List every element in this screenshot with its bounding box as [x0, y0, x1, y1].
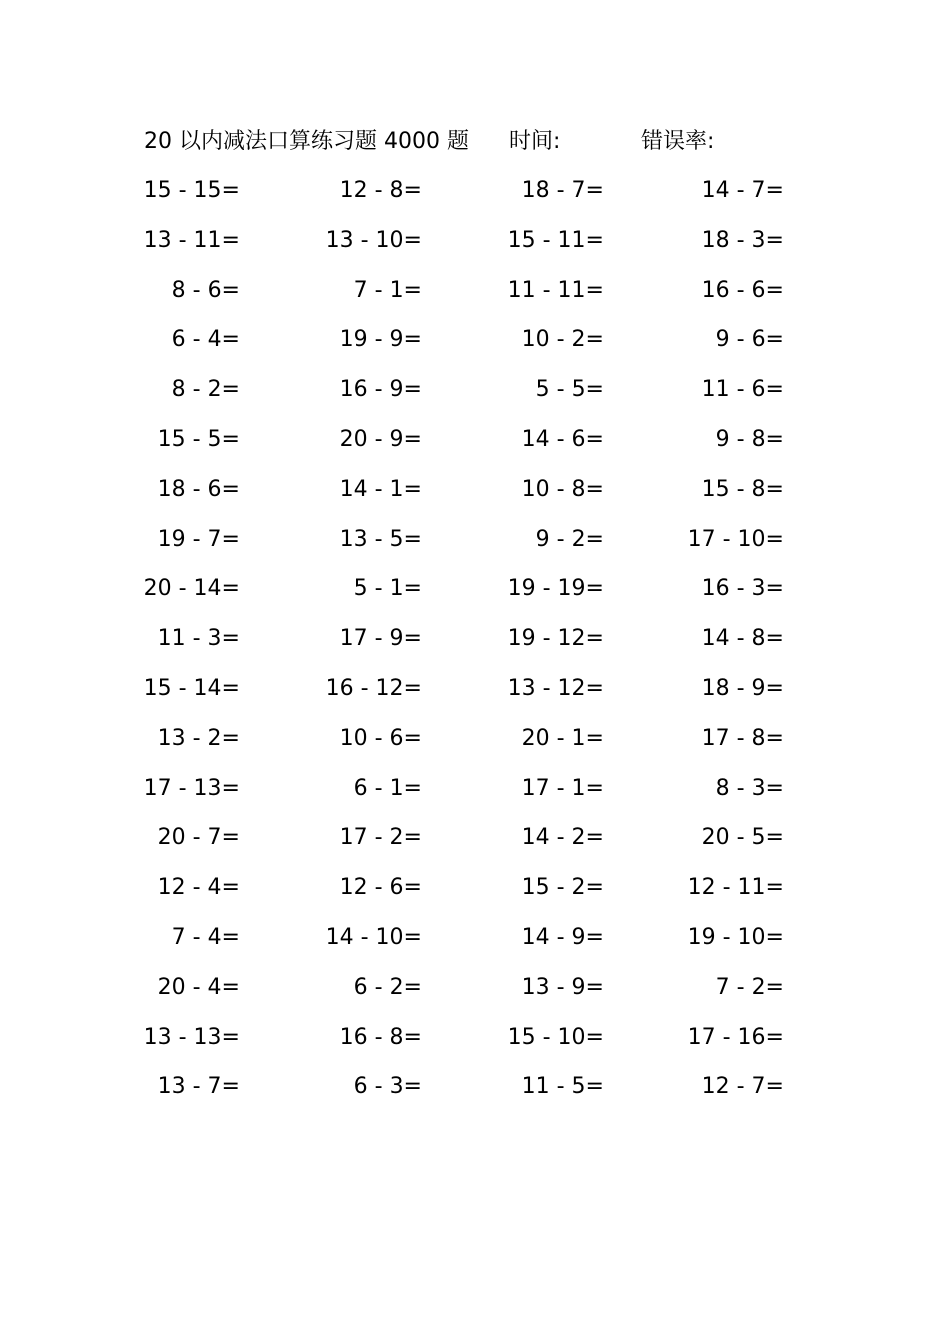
problem: 20 - 1=	[521, 725, 604, 751]
problem-row	[0, 473, 950, 523]
problem-row	[0, 672, 950, 722]
problem: 14 - 6=	[521, 426, 604, 452]
problem: 6 - 4=	[171, 327, 240, 353]
problem: 16 - 6=	[701, 277, 784, 303]
worksheet-title: 20 以内减法口算练习题 4000 题	[144, 129, 469, 154]
problem: 5 - 1=	[353, 576, 422, 602]
problem-row	[0, 871, 950, 921]
problem: 18 - 7=	[521, 178, 604, 203]
problem: 13 - 13=	[143, 1024, 240, 1050]
problem: 15 - 14=	[143, 675, 240, 701]
problem-row	[0, 821, 950, 871]
problem: 5 - 5=	[535, 377, 604, 403]
problem: 10 - 6=	[339, 725, 422, 751]
problem: 14 - 8=	[701, 626, 784, 652]
problem: 19 - 12=	[507, 626, 604, 652]
problem: 12 - 4=	[157, 875, 240, 901]
problem: 7 - 2=	[715, 974, 784, 1000]
problem: 11 - 3=	[157, 626, 240, 652]
problem: 20 - 4=	[157, 974, 240, 1000]
problem: 6 - 1=	[353, 775, 422, 801]
problem-row	[0, 1021, 950, 1071]
problem: 15 - 2=	[521, 875, 604, 901]
problem: 17 - 9=	[339, 626, 422, 652]
problem: 17 - 13=	[143, 775, 240, 801]
problem: 8 - 6=	[171, 277, 240, 303]
problem: 15 - 10=	[507, 1024, 604, 1050]
problem: 12 - 11=	[687, 875, 784, 901]
problem: 11 - 6=	[701, 377, 784, 403]
problem: 17 - 10=	[687, 526, 784, 552]
problem: 13 - 5=	[339, 526, 422, 552]
problem: 7 - 1=	[353, 277, 422, 303]
problem-row	[0, 971, 950, 1021]
problem: 19 - 7=	[157, 526, 240, 552]
problem: 11 - 11=	[507, 277, 604, 303]
problem: 13 - 9=	[521, 974, 604, 1000]
problem: 13 - 11=	[143, 227, 240, 253]
problem: 9 - 2=	[535, 526, 604, 552]
problem: 8 - 2=	[171, 377, 240, 403]
problem: 13 - 10=	[325, 227, 422, 253]
problem-row	[0, 423, 950, 473]
problem: 15 - 5=	[157, 426, 240, 452]
worksheet-header	[144, 126, 844, 158]
problem: 10 - 2=	[521, 327, 604, 353]
problem: 6 - 3=	[353, 1074, 422, 1100]
problem-row	[0, 274, 950, 324]
problem: 8 - 3=	[715, 775, 784, 801]
problem: 20 - 5=	[701, 825, 784, 851]
problem-row	[0, 921, 950, 971]
problem: 18 - 9=	[701, 675, 784, 701]
problem: 17 - 1=	[521, 775, 604, 801]
problem: 13 - 7=	[157, 1074, 240, 1100]
problem: 18 - 6=	[157, 476, 240, 502]
problem: 16 - 9=	[339, 377, 422, 403]
problem: 17 - 8=	[701, 725, 784, 751]
problem-row	[0, 772, 950, 822]
problem: 7 - 4=	[171, 924, 240, 950]
problem: 19 - 19=	[507, 576, 604, 602]
problem: 9 - 6=	[715, 327, 784, 353]
problem: 15 - 8=	[701, 476, 784, 502]
problem: 14 - 9=	[521, 924, 604, 950]
problem: 16 - 12=	[325, 675, 422, 701]
problem: 12 - 7=	[701, 1074, 784, 1100]
problem: 9 - 8=	[715, 426, 784, 452]
problem: 14 - 1=	[339, 476, 422, 502]
problem: 14 - 7=	[701, 178, 784, 203]
problem-grid	[0, 174, 950, 1120]
problem: 17 - 2=	[339, 825, 422, 851]
problem: 12 - 6=	[339, 875, 422, 901]
problem: 16 - 8=	[339, 1024, 422, 1050]
problem-row	[0, 622, 950, 672]
problem: 15 - 15=	[143, 178, 240, 203]
problem-row	[0, 523, 950, 573]
problem-row	[0, 174, 950, 224]
problem: 16 - 3=	[701, 576, 784, 602]
problem: 15 - 11=	[507, 227, 604, 253]
problem-row	[0, 722, 950, 772]
problem: 18 - 3=	[701, 227, 784, 253]
problem: 19 - 10=	[687, 924, 784, 950]
problem: 19 - 9=	[339, 327, 422, 353]
problem: 11 - 5=	[521, 1074, 604, 1100]
problem-row	[0, 373, 950, 423]
problem: 13 - 2=	[157, 725, 240, 751]
problem: 17 - 16=	[687, 1024, 784, 1050]
time-label: 时间:	[509, 129, 561, 154]
problem: 13 - 12=	[507, 675, 604, 701]
problem: 6 - 2=	[353, 974, 422, 1000]
problem: 12 - 8=	[339, 178, 422, 203]
problem-row	[0, 224, 950, 274]
problem: 14 - 2=	[521, 825, 604, 851]
error-rate-label: 错误率:	[641, 129, 715, 154]
problem: 20 - 7=	[157, 825, 240, 851]
problem: 14 - 10=	[325, 924, 422, 950]
problem: 20 - 9=	[339, 426, 422, 452]
problem: 20 - 14=	[143, 576, 240, 602]
problem-row	[0, 572, 950, 622]
problem-row	[0, 1070, 950, 1120]
problem-row	[0, 323, 950, 373]
problem: 10 - 8=	[521, 476, 604, 502]
